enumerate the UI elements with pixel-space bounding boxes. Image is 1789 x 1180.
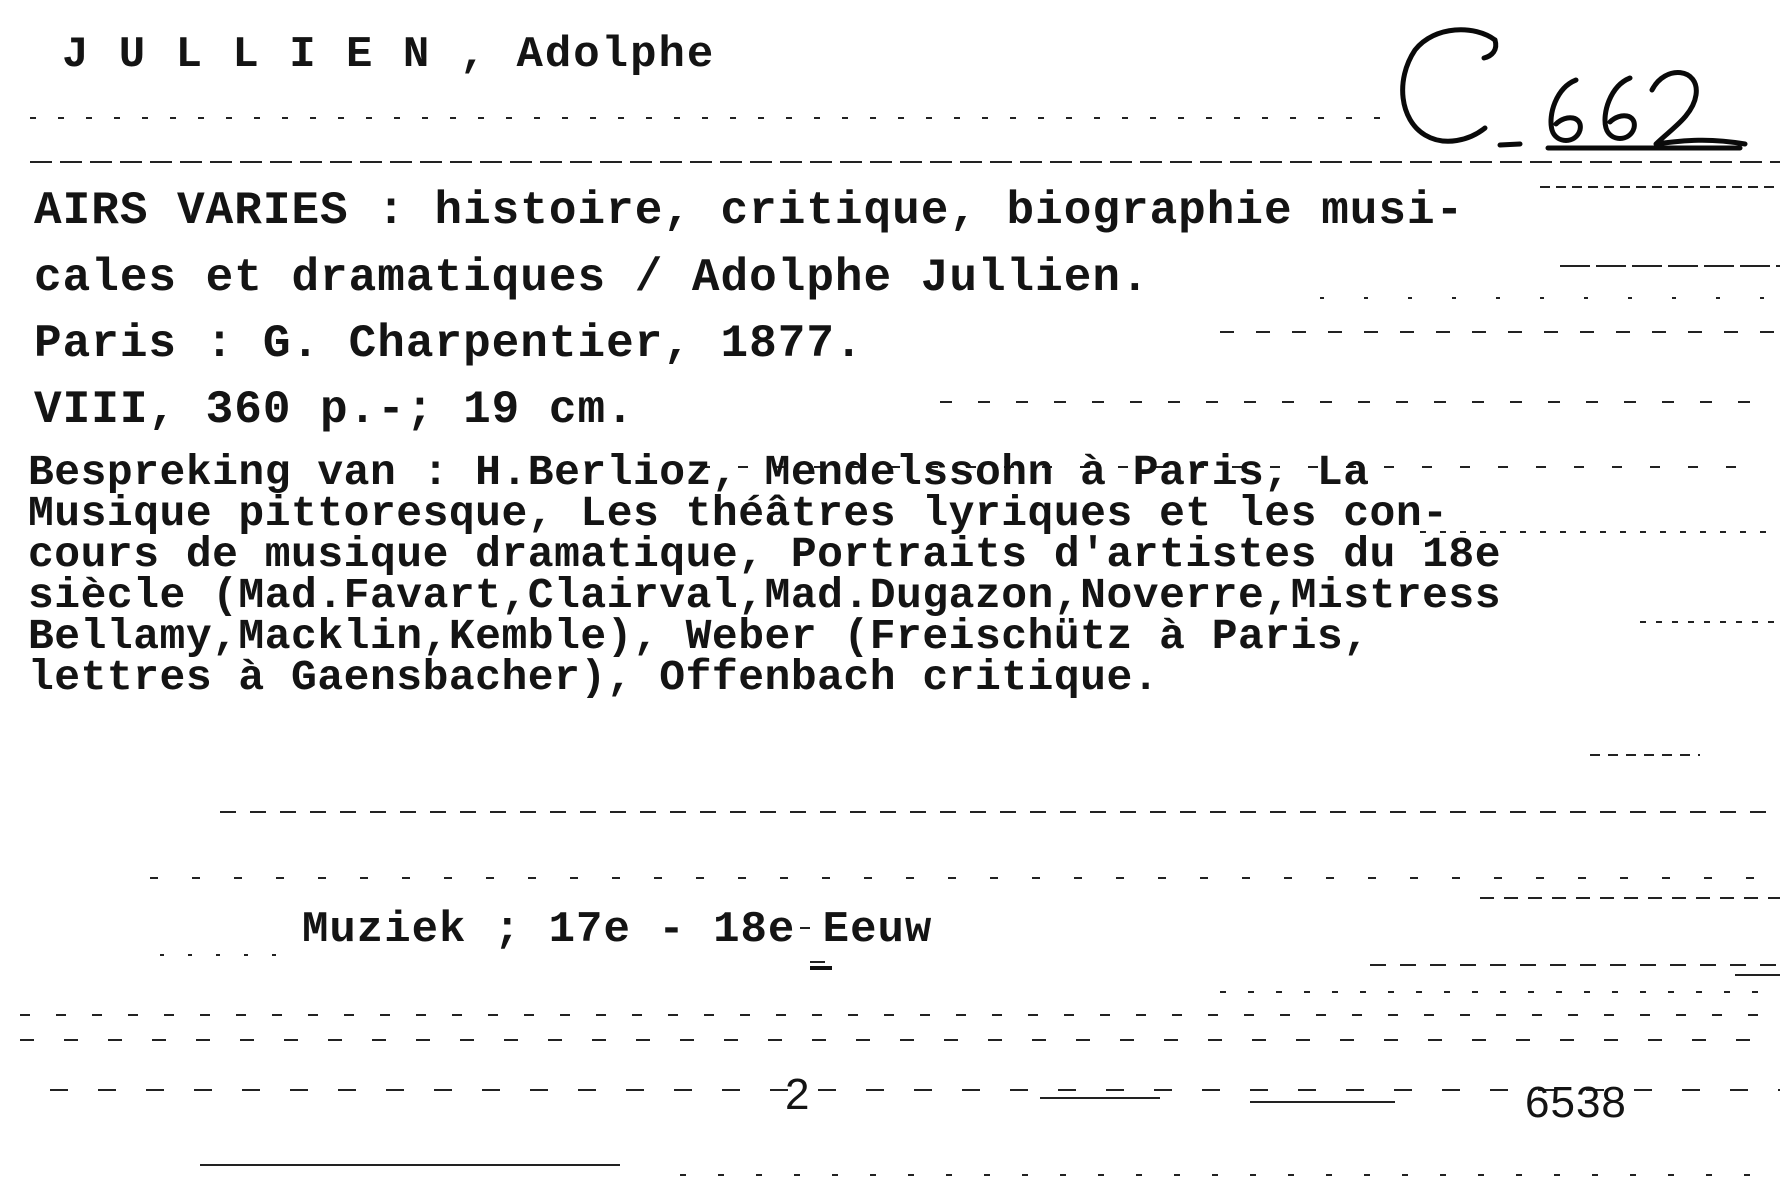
title-line-2: cales et dramatiques / Adolphe Jullien. bbox=[34, 252, 1150, 304]
note-line-4: siècle (Mad.Favart,Clairval,Mad.Dugazon,Noverre,Mistress bbox=[28, 571, 1502, 620]
note-line-1: Bespreking van : H.Berlioz, Mendelssohn à Paris, La bbox=[28, 448, 1370, 497]
accession-number: 6538 bbox=[1525, 1078, 1627, 1127]
handwritten-call-number bbox=[1380, 20, 1760, 160]
imprint-line: Paris : G. Charpentier, 1877. bbox=[34, 318, 864, 370]
note-line-3: cours de musique dramatique, Portraits d'artistes du 18e bbox=[28, 530, 1502, 579]
note-line-6: lettres à Gaensbacher), Offenbach critique. bbox=[28, 653, 1160, 702]
collation-line: VIII, 360 p.-; 19 cm. bbox=[34, 384, 635, 436]
subject-heading: Muziek ; 17e - 18e Eeuw bbox=[302, 905, 933, 955]
note-line-5: Bellamy,Macklin,Kemble), Weber (Freischütz à Paris, bbox=[28, 612, 1370, 661]
author-heading: J U L L I E N , Adolphe bbox=[62, 30, 716, 80]
copy-number: 2 bbox=[785, 1070, 811, 1119]
title-line-1: AIRS VARIES : histoire, critique, biographie musi- bbox=[34, 185, 1465, 237]
note-line-2: Musique pittoresque, Les théâtres lyriques et les con- bbox=[28, 489, 1449, 538]
